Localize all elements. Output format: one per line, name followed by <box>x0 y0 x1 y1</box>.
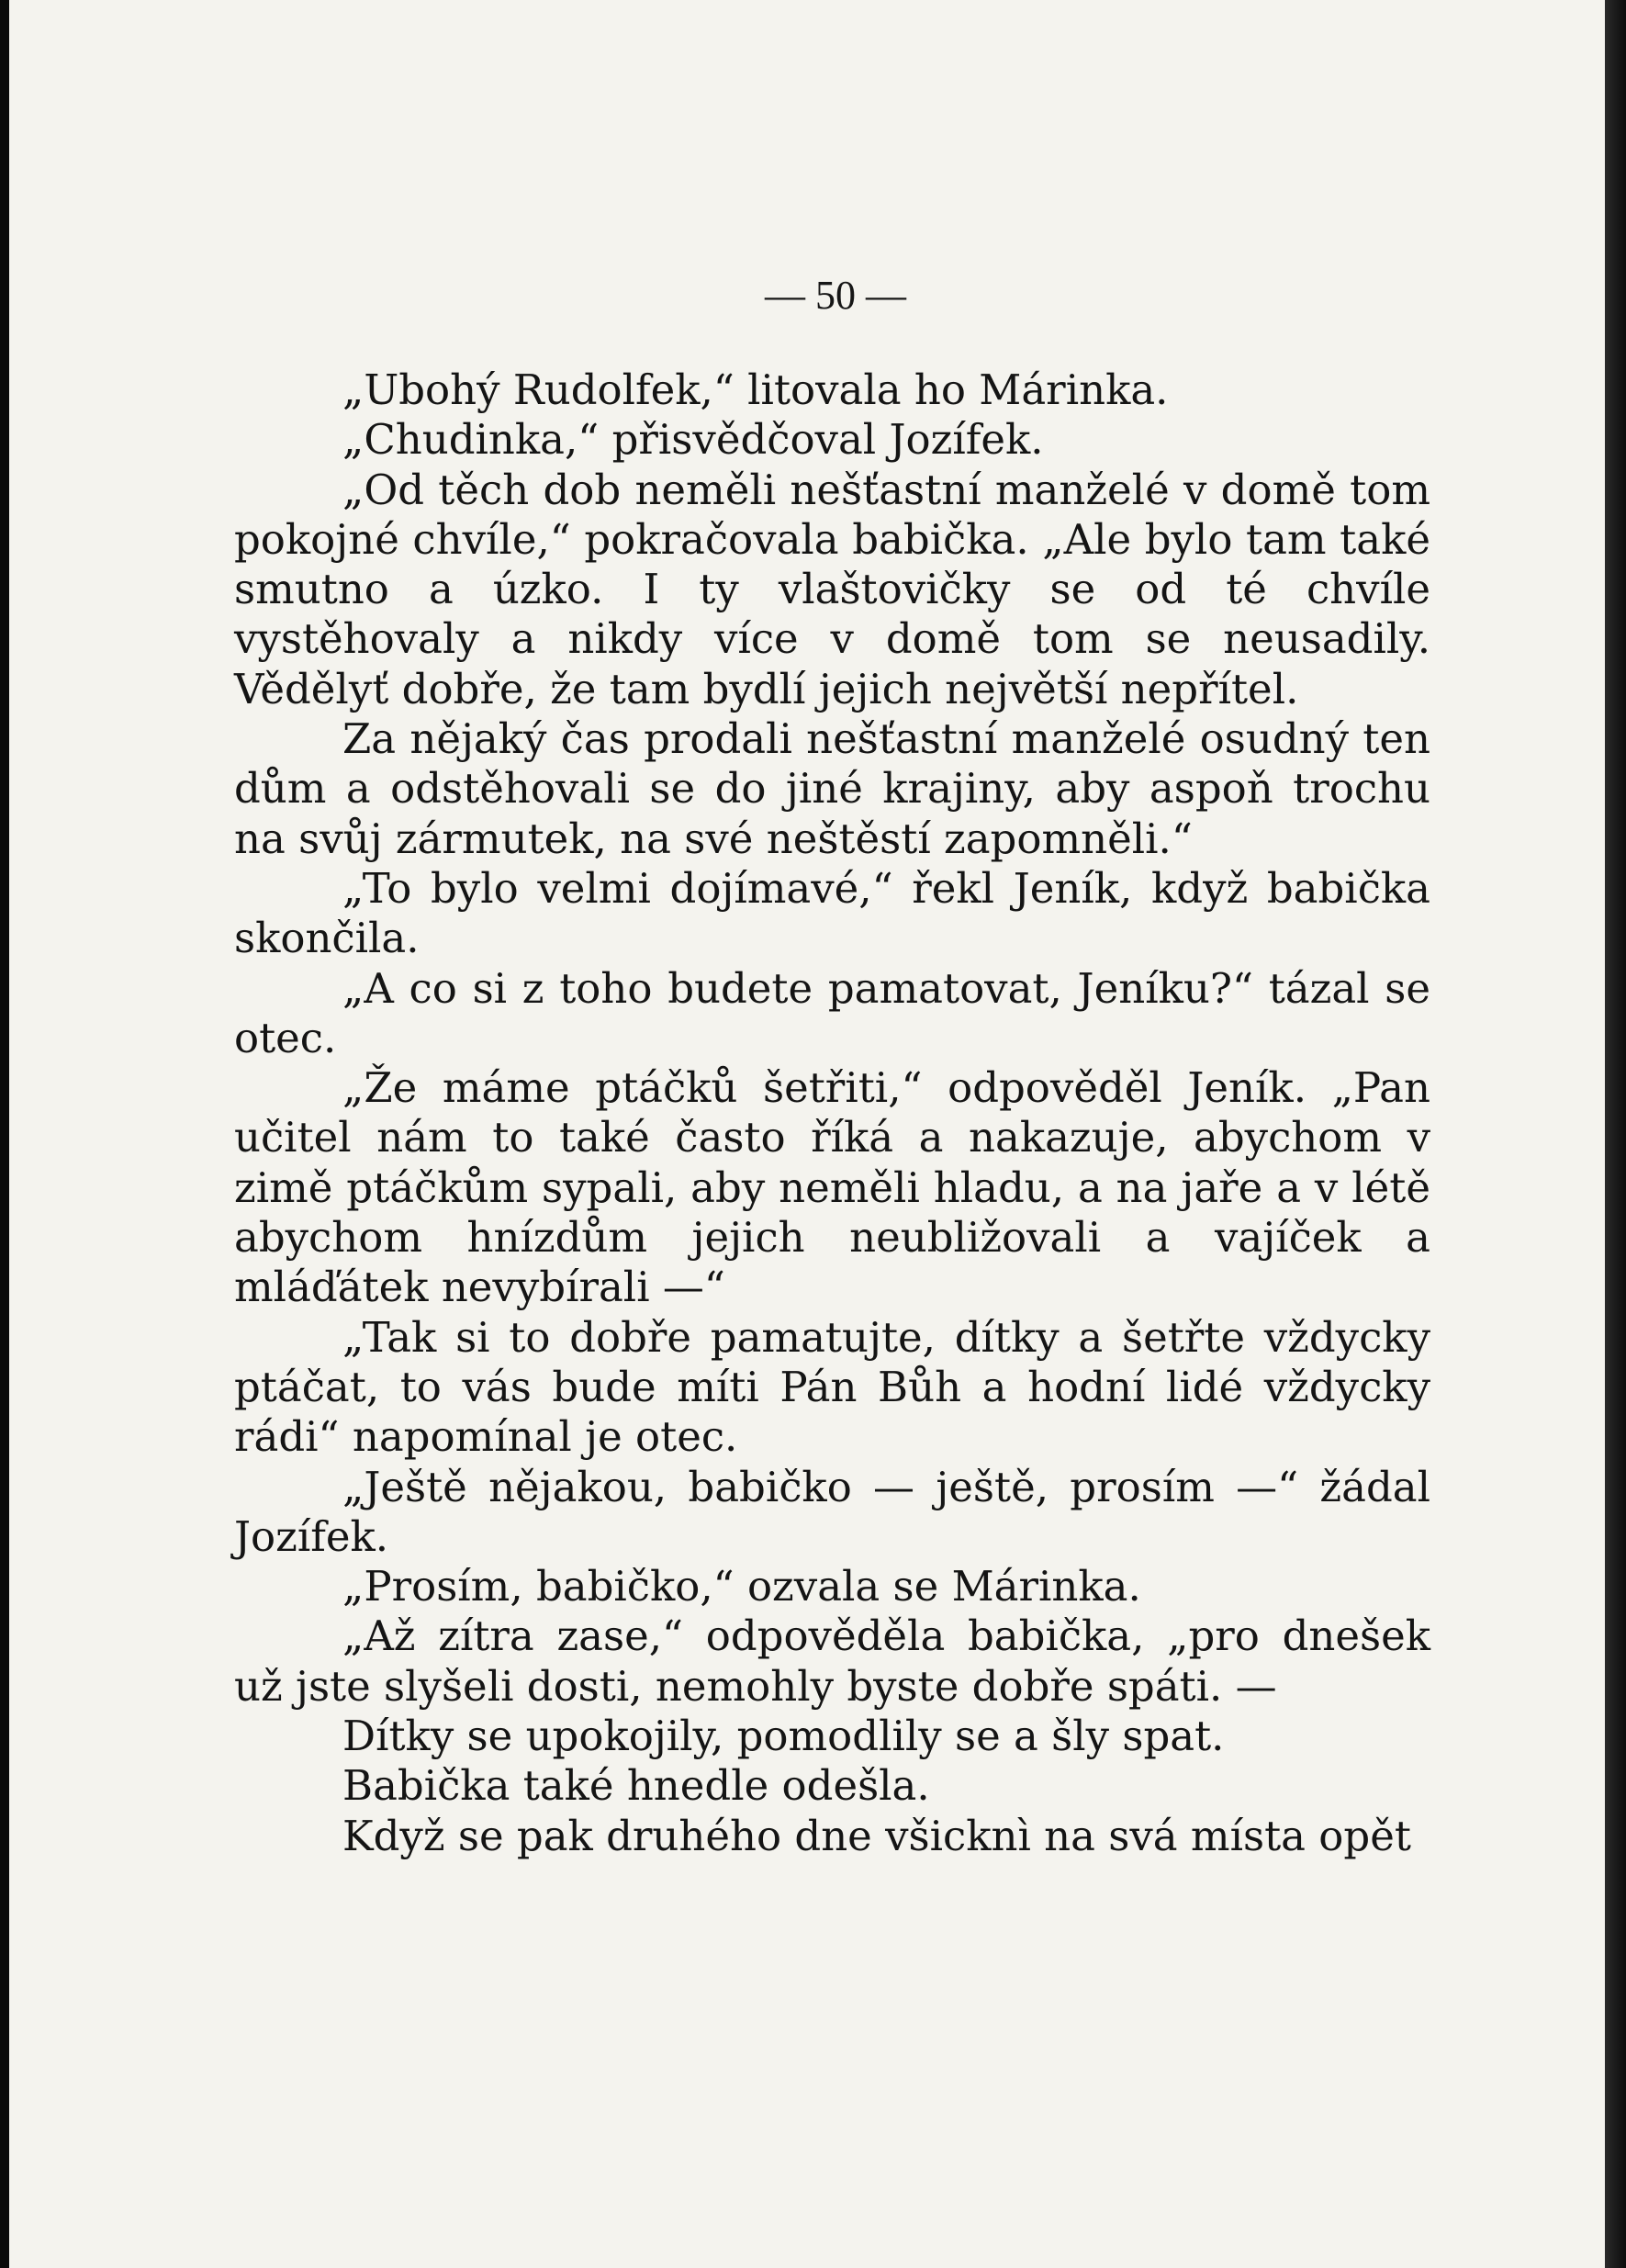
paragraph: „Od těch dob neměli nešťastní manželé v domě tom pokojné chvíle,“ pokračovala babička. „Ale bylo tam také smutno a úzko. I ty vlaštovičky se od té chvíle vystěhovaly a nikdy více v domě tom se neusadily. Vědělyť dobře, že tam bydlí jejich největší nepřítel. <box>234 465 1430 713</box>
paragraph: „Chudinka,“ přisvědčoval Jozífek. <box>342 415 1044 465</box>
book-page <box>9 0 1605 2268</box>
body-text <box>234 365 1430 1861</box>
paragraph: „To bylo velmi dojímavé,“ řekl Jeník, když babička skončila. <box>234 863 1430 963</box>
paragraph: Babička také hnedle odešla. <box>342 1761 930 1811</box>
paragraph: „Ještě nějakou, babičko — ještě, prosím —“ žádal Jozífek. <box>234 1462 1430 1561</box>
page-edge-right <box>1605 0 1626 2268</box>
paragraph: „Ubohý Rudolfek,“ litovala ho Márinka. <box>342 365 1169 414</box>
page-number: — 50 — <box>765 273 906 318</box>
paragraph: „A co si z toho budete pamatovat, Jeníku?“ tázal se otec. <box>234 963 1430 1062</box>
paragraph: „Až zítra zase,“ odpověděla babička, „pro dnešek už jste slyšeli dosti, nemohly byste dobře spáti. — <box>234 1611 1430 1711</box>
paragraph: „Že máme ptáčků šetřiti,“ odpověděl Jeník. „Pan učitel nám to také často říká a nakazuje, abychom v zimě ptáčkům sypali, aby neměli hladu, a na jaře a v létě abychom hnízdům jejich neubližovali a vajíček a mláďátek nevybírali —“ <box>234 1063 1430 1312</box>
paragraph: Dítky se upokojily, pomodlily se a šly spat. <box>342 1712 1225 1761</box>
paragraph: Když se pak druhého dne všicknì na svá místa opět <box>342 1811 1411 1860</box>
page-edge-left <box>0 0 9 2268</box>
paragraph: Za nějaký čas prodali nešťastní manželé osudný ten dům a odstěhovali se do jiné krajiny, aby aspoň trochu na svůj zármutek, na své neštěstí zapomněli.“ <box>234 714 1430 863</box>
paragraph: „Tak si to dobře pamatujte, dítky a šetřte vždycky ptáčat, to vás bude míti Pán Bůh a hodní lidé vždycky rádi“ napomínal je otec. <box>234 1312 1430 1462</box>
paragraph: „Prosím, babičko,“ ozvala se Márinka. <box>342 1562 1141 1611</box>
